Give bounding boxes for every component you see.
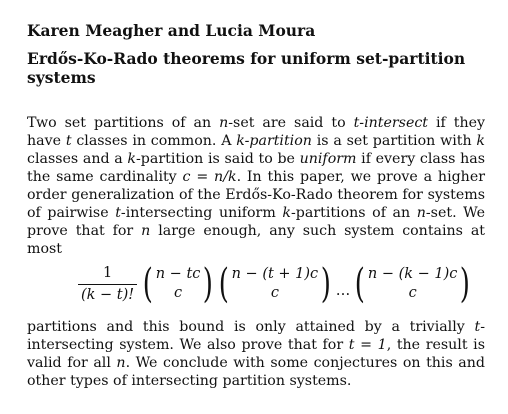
math-var: n — [116, 355, 126, 371]
binomial-bottom: c — [270, 285, 279, 301]
right-paren: ) — [203, 261, 214, 307]
text: . We conclude with some conjectures on this and other types of intersecting partition systems. — [27, 355, 485, 389]
text: classes and a — [27, 151, 128, 167]
text: -partition is said to be — [136, 151, 300, 167]
paper-title: Erdős-Ko-Rado theorems for uniform set-partition systems — [27, 49, 466, 87]
math-var: k — [282, 205, 291, 221]
binomial-3 — [352, 261, 473, 307]
term-t-intersect: t-intersect — [353, 115, 428, 131]
text: classes in common. A — [71, 133, 237, 149]
binomial-1 — [140, 261, 216, 307]
text: if every class has the same cardinality — [27, 151, 485, 185]
binomial-bottom: c — [174, 285, 183, 301]
binomial-top: n − tc — [155, 266, 201, 282]
math-var: n — [141, 223, 151, 239]
right-paren: ) — [460, 261, 471, 307]
abstract-paragraph-2 — [27, 318, 485, 390]
text: -partitions of an — [291, 205, 417, 221]
left-paren: ( — [218, 261, 229, 307]
text: , the result is valid for all — [27, 337, 486, 371]
math-expression: c = n/k — [182, 169, 237, 185]
fraction — [78, 265, 137, 304]
binomial-bottom: c — [408, 285, 417, 301]
math-var: n — [219, 115, 229, 131]
left-paren: ( — [142, 261, 154, 307]
right-paren: ) — [320, 261, 332, 307]
fraction-numerator: 1 — [102, 264, 113, 281]
ellipsis: … — [335, 283, 351, 299]
text: is a set partition with — [311, 133, 477, 149]
text: -set are said to — [228, 115, 354, 131]
text: -intersecting uniform — [120, 205, 283, 221]
math-var: t — [115, 205, 121, 221]
left-paren: ( — [355, 261, 366, 307]
math-var: n — [416, 205, 426, 221]
binomial-body — [232, 265, 319, 303]
text: partitions and this bound is only attained by a trivially — [27, 319, 475, 335]
binomial-2 — [216, 261, 334, 307]
abstract-paragraph-1 — [27, 114, 485, 258]
authors: Karen Meagher and Lucia Moura — [27, 21, 316, 40]
text: -set. We prove that for — [27, 205, 485, 239]
text: large enough, any such system contains at most — [27, 223, 486, 257]
math-var: k — [476, 133, 486, 149]
math-var: t — [474, 319, 481, 335]
math-var: k — [127, 151, 136, 167]
text: -intersecting system. We also prove that for — [27, 319, 485, 353]
math-expression: t = 1 — [348, 337, 387, 353]
term-uniform: uniform — [299, 151, 357, 167]
binomial-body — [156, 265, 201, 303]
binomial-top: n − (t + 1)c — [231, 266, 319, 282]
formula-body — [78, 258, 473, 310]
binomial-top: n − (k − 1)c — [367, 266, 458, 282]
text: . In this paper, we prove a higher order generalization of the Erdős-Ko-Rado theorem for systems of pairwise — [27, 169, 485, 221]
text: Two set partitions of an — [27, 115, 220, 131]
binomial-body — [368, 265, 458, 303]
term-k-partition: k-partition — [236, 133, 312, 149]
math-var: t — [65, 133, 72, 149]
display-formula — [0, 258, 508, 310]
fraction-denominator: (k − t)! — [78, 284, 137, 304]
text: if they have — [27, 115, 485, 149]
